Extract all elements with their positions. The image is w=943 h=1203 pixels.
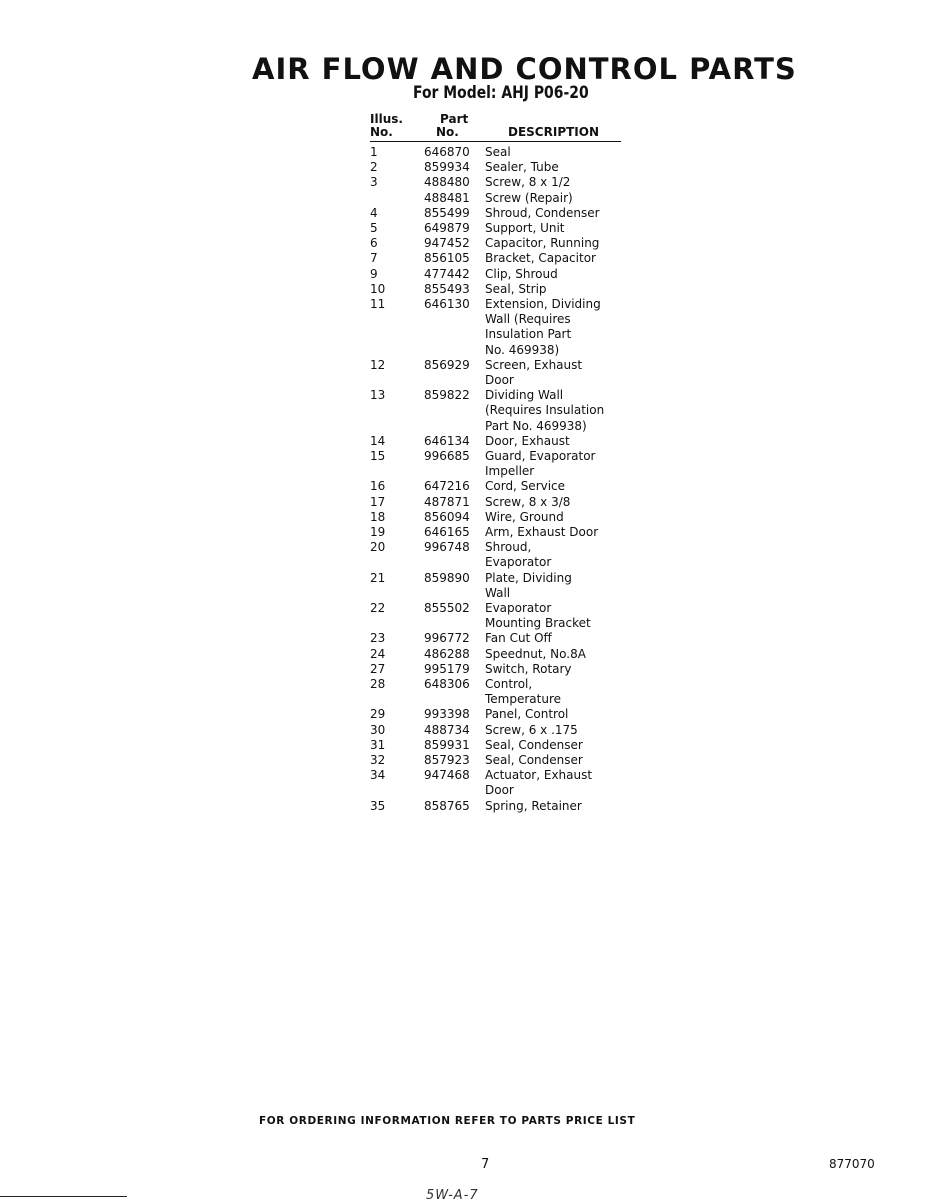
illus-number: 34 [370,768,386,783]
illus-number: 13 [370,388,386,403]
description-line: Control, [485,677,533,691]
description-header: DESCRIPTION [508,125,600,139]
part-description [485,768,645,798]
handwritten-mark: 5W-A-7 [426,1188,479,1203]
part-number: 856929 [424,357,470,372]
description-line: Seal [485,145,511,159]
part-description [485,677,645,707]
description-line: Seal, Strip [485,281,547,296]
part-number: 993398 [424,707,470,722]
part-description [485,145,645,160]
illus-number: 4 [370,205,378,220]
illus-number: 28 [370,677,386,691]
page-title: AIR FLOW AND CONTROL PARTS [252,52,797,86]
part-number: 996685 [424,449,470,463]
description-line: Speednut, No.8A [485,646,586,661]
part-description [485,571,645,601]
illus-number: 10 [370,281,386,296]
illus-number: 15 [370,449,386,463]
illus-number: 23 [370,631,386,646]
description-line: Part No. 469938) [485,418,587,433]
part-number: 859931 [424,737,470,752]
illus-number: 19 [370,525,386,539]
description-line: Door [485,373,514,387]
description-line: Evaporator [485,555,552,570]
part-number: 855493 [424,281,470,296]
description-line: Screw (Repair) [485,190,573,205]
part-description [485,160,645,175]
part-number: 487871 [424,494,470,509]
part-description [485,434,645,449]
part-description [485,236,645,251]
part-number: 486288 [424,646,470,661]
part-number: 647216 [424,479,470,494]
part-number: 995179 [424,661,470,676]
part-number: 855499 [424,205,470,220]
description-line: Switch, Rotary [485,661,572,676]
illus-number: 35 [370,798,386,813]
part-number: 859934 [424,160,470,175]
part-number: 649879 [424,221,470,235]
description-line: Impeller [485,464,535,479]
illus-number: 12 [370,357,386,372]
illus-number: 3 [370,175,378,190]
description-line: Screen, Exhaust [485,357,583,372]
part-description [485,601,645,631]
part-description [485,175,645,190]
part-description [485,510,645,525]
part-header-line1: Part [440,112,469,126]
description-line: Temperature [485,692,562,707]
description-line: Plate, Dividing [485,570,572,585]
description-line: Mounting Bracket [485,616,591,631]
part-description [485,723,645,738]
description-line: Capacitor, Running [485,236,600,251]
illus-header-line2: No. [370,125,393,139]
description-line: Seal, Condenser [485,753,583,767]
document-number: 877070 [829,1157,875,1171]
description-line: Wall (Requires [485,312,571,327]
part-number: 488481 [424,190,470,205]
description-line: (Requires Insulation [485,403,605,418]
part-description [485,525,645,540]
illus-number: 24 [370,646,386,661]
part-number: 855502 [424,601,470,615]
part-description [485,297,645,358]
part-description [485,479,645,494]
description-line: Sealer, Tube [485,160,559,175]
description-line: Wall [485,585,511,600]
description-line: Screw, 6 x .175 [485,722,578,737]
description-line: No. 469938) [485,342,560,357]
model-subtitle: For Model: AHJ P06-20 [413,83,589,103]
description-line: Wire, Ground [485,509,564,524]
description-line: Insulation Part [485,327,572,342]
description-line: Fan Cut Off [485,631,552,646]
illus-number: 6 [370,236,378,251]
part-description [485,206,645,221]
part-description [485,540,645,570]
part-description [485,753,645,768]
part-description [485,738,645,753]
part-number: 947468 [424,768,470,783]
illus-number: 14 [370,433,386,448]
illus-number: 11 [370,297,386,311]
illus-number: 7 [370,251,378,266]
illus-number: 5 [370,221,378,235]
part-header-line2: No. [436,125,459,139]
part-number: 947452 [424,236,470,251]
illus-number: 18 [370,509,386,524]
description-line: Spring, Retainer [485,798,582,813]
illus-number: 20 [370,540,386,555]
description-line: Door, Exhaust [485,433,570,448]
part-description [485,267,645,282]
part-number: 859890 [424,570,470,585]
header-rule [370,141,621,142]
illus-number: 16 [370,479,386,494]
part-description [485,662,645,677]
description-line: Bracket, Capacitor [485,251,596,266]
part-number: 856094 [424,509,470,524]
part-number: 996748 [424,540,470,555]
illus-number: 2 [370,160,378,175]
description-line: Door [485,783,514,798]
description-line: Guard, Evaporator [485,449,596,463]
part-description [485,449,645,479]
description-line: Dividing Wall [485,388,564,403]
description-line: Panel, Control [485,707,569,722]
part-number: 646870 [424,145,470,159]
illus-number: 22 [370,601,386,615]
illus-number: 30 [370,722,386,737]
page-number: 7 [481,1157,490,1172]
part-description [485,191,645,206]
description-line: Screw, 8 x 3/8 [485,494,571,509]
description-line: Evaporator [485,601,552,615]
illus-header-line1: Illus. [370,112,403,126]
part-description [485,282,645,297]
illus-number: 21 [370,570,386,585]
illus-number: 27 [370,661,386,676]
description-line: Clip, Shroud [485,266,558,281]
part-number: 856105 [424,251,470,266]
part-number: 857923 [424,753,470,767]
description-line: Arm, Exhaust Door [485,525,599,539]
description-line: Cord, Service [485,479,566,494]
description-line: Shroud, [485,540,532,555]
description-line: Seal, Condenser [485,737,583,752]
description-line: Shroud, Condenser [485,205,600,220]
description-line: Actuator, Exhaust [485,768,593,783]
part-number: 648306 [424,677,470,691]
part-description [485,251,645,266]
description-line: Extension, Dividing [485,297,601,311]
part-number: 488734 [424,722,470,737]
part-number: 477442 [424,266,470,281]
description-line: Support, Unit [485,221,565,235]
part-number: 646165 [424,525,470,539]
part-description [485,707,645,722]
part-description [485,388,645,434]
part-number: 859822 [424,388,470,403]
illus-number: 31 [370,737,386,752]
part-description [485,495,645,510]
part-description [485,799,645,814]
illus-number: 1 [370,145,378,159]
description-line: Screw, 8 x 1/2 [485,175,571,190]
part-number: 996772 [424,631,470,646]
illus-number: 32 [370,753,386,767]
part-description [485,647,645,662]
part-description [485,631,645,646]
part-number: 488480 [424,175,470,190]
part-number: 858765 [424,798,470,813]
part-number: 646130 [424,297,470,311]
illus-number: 29 [370,707,386,722]
part-description [485,358,645,388]
illus-number: 9 [370,266,378,281]
part-description [485,221,645,236]
illus-number: 17 [370,494,386,509]
ordering-footer: FOR ORDERING INFORMATION REFER TO PARTS PRICE LIST [259,1115,636,1127]
bottom-edge-line [0,1196,127,1197]
part-number: 646134 [424,433,470,448]
